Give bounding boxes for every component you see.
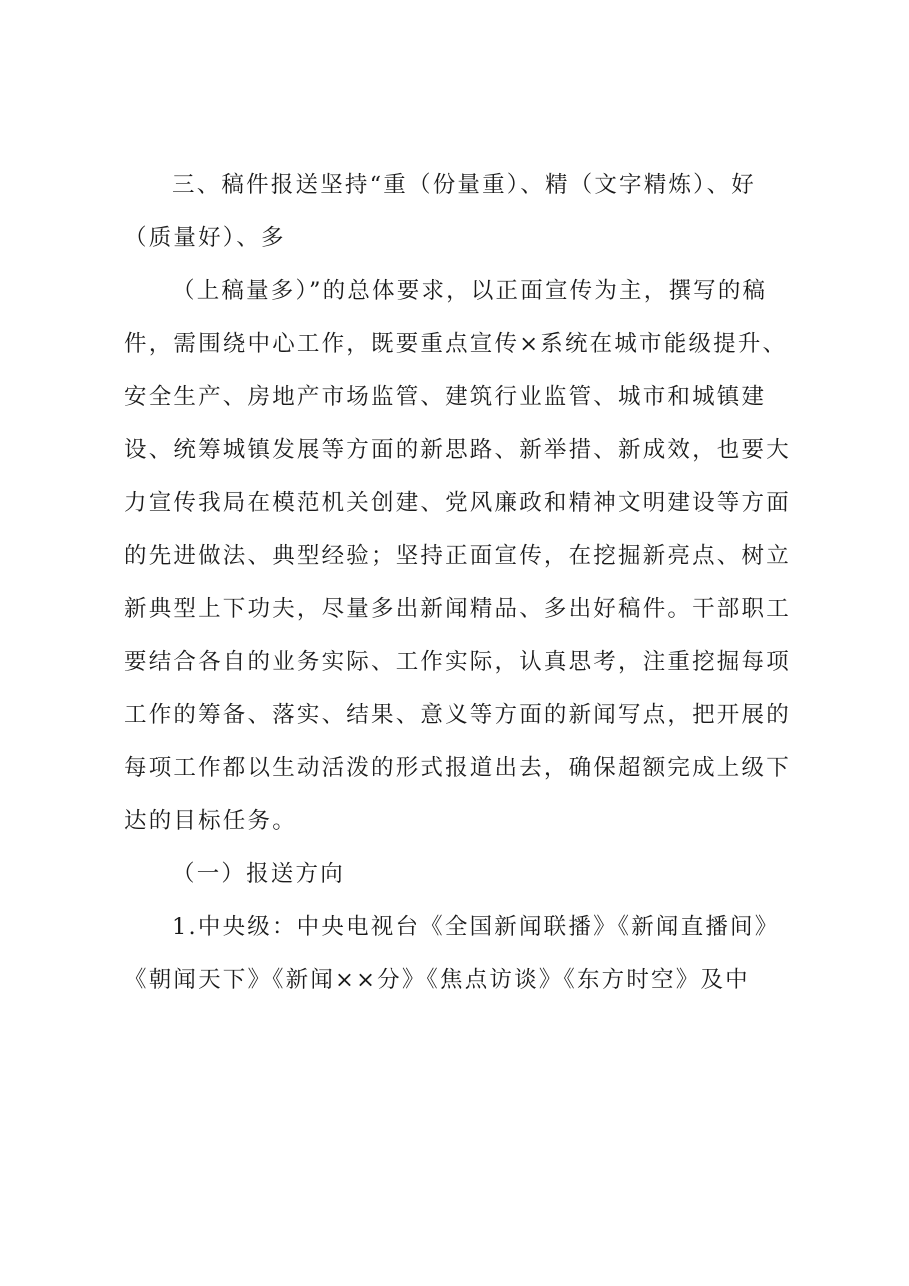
- paragraph-line: 力宣传我局在模范机关创建、党风廉政和精神文明建设等方面: [124, 490, 791, 516]
- paragraph-heading-line: 三、稿件报送坚持“重（份量重）、精（文字精炼）、好: [172, 172, 757, 198]
- list-item-line: 1.中央级：中央电视台《全国新闻联播》《新闻直播间》: [172, 914, 780, 940]
- paragraph-line: 设、统筹城镇发展等方面的新思路、新举措、新成效，也要大: [124, 437, 791, 463]
- paragraph-line: 安全生产、房地产市场监管、建筑行业监管、城市和城镇建: [124, 384, 767, 410]
- section-heading: （一）报送方向: [172, 861, 345, 887]
- paragraph-line: 工作的筹备、落实、结果、意义等方面的新闻写点，把开展的: [124, 702, 791, 728]
- paragraph-line: 每项工作都以生动活泼的形式报道出去，确保超额完成上级下: [124, 755, 791, 781]
- paragraph-line: 件，需围绕中心工作，既要重点宣传×系统在城市能级提升、: [124, 331, 788, 357]
- list-item-line: 《朝闻天下》《新闻××分》《焦点访谈》《东方时空》及中: [124, 967, 750, 993]
- paragraph-line: （质量好）、多: [124, 225, 286, 251]
- paragraph-line: 达的目标任务。: [124, 808, 297, 834]
- paragraph-line: 新典型上下功夫，尽量多出新闻精品、多出好稿件。干部职工: [124, 596, 791, 622]
- paragraph-line: 的先进做法、典型经验；坚持正面宣传，在挖掘新亮点、树立: [124, 543, 791, 569]
- paragraph-line: 要结合各自的业务实际、工作实际，认真思考，注重挖掘每项: [124, 649, 791, 675]
- paragraph-line: （上稿量多）”的总体要求，以正面宣传为主，撰写的稿: [172, 278, 768, 304]
